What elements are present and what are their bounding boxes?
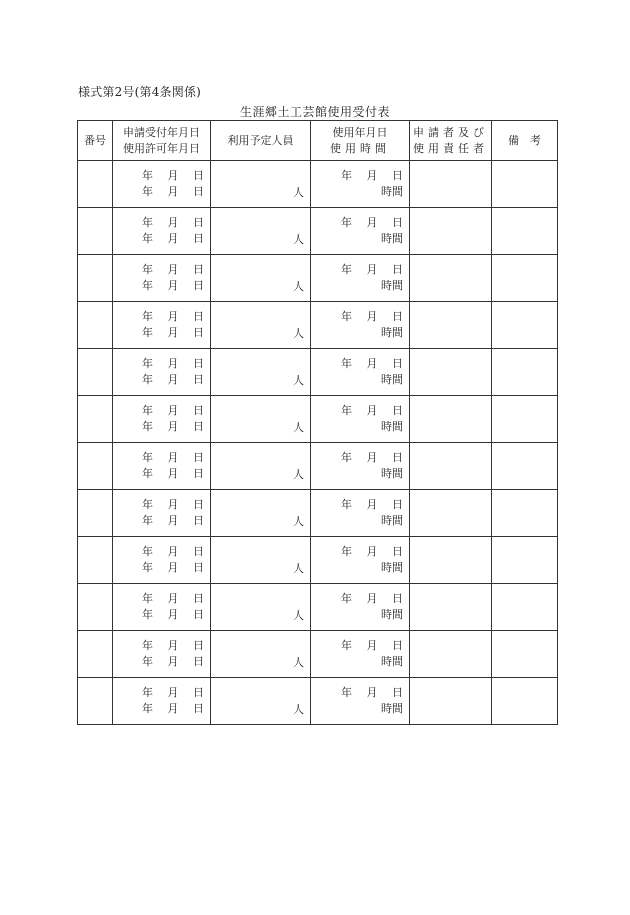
receipt-date: 年 月 日 — [142, 263, 204, 276]
permit-date: 年 月 日 — [142, 185, 204, 198]
table-row — [78, 584, 558, 631]
receipt-date: 年 月 日 — [142, 216, 204, 229]
permit-date: 年 月 日 — [142, 702, 204, 715]
number-cell[interactable] — [78, 208, 113, 255]
number-cell[interactable] — [78, 255, 113, 302]
number-cell[interactable] — [78, 631, 113, 678]
table-row — [78, 490, 558, 537]
header-usage — [311, 121, 410, 161]
dates-cell[interactable] — [113, 678, 211, 725]
applicant-cell[interactable] — [410, 678, 492, 725]
applicant-cell[interactable] — [410, 396, 492, 443]
usage-time-unit: 時間 — [381, 561, 403, 574]
permit-date: 年 月 日 — [142, 514, 204, 527]
dates-cell[interactable] — [113, 349, 211, 396]
table-row — [78, 443, 558, 490]
people-unit: 人 — [293, 562, 304, 575]
usage-date: 年 月 日 — [341, 498, 403, 511]
usage-date: 年 月 日 — [341, 545, 403, 558]
people-cell[interactable] — [211, 631, 311, 678]
table-row — [78, 396, 558, 443]
header-number: 番号 — [78, 121, 113, 161]
header-applicant-line2: 使用責任者 — [413, 141, 488, 155]
usage-cell[interactable] — [311, 631, 410, 678]
applicant-cell[interactable] — [410, 537, 492, 584]
receipt-date: 年 月 日 — [142, 169, 204, 182]
usage-time-unit: 時間 — [381, 655, 403, 668]
applicant-cell[interactable] — [410, 584, 492, 631]
number-cell[interactable] — [78, 161, 113, 208]
people-cell[interactable] — [211, 584, 311, 631]
dates-cell[interactable] — [113, 396, 211, 443]
dates-cell[interactable] — [113, 208, 211, 255]
applicant-cell[interactable] — [410, 255, 492, 302]
table-row — [78, 349, 558, 396]
remarks-cell[interactable] — [492, 208, 558, 255]
remarks-cell[interactable] — [492, 349, 558, 396]
table-row — [78, 537, 558, 584]
applicant-cell[interactable] — [410, 208, 492, 255]
permit-date: 年 月 日 — [142, 279, 204, 292]
people-unit: 人 — [293, 703, 304, 716]
usage-cell[interactable] — [311, 678, 410, 725]
people-cell[interactable] — [211, 537, 311, 584]
people-cell[interactable] — [211, 349, 311, 396]
number-cell[interactable] — [78, 349, 113, 396]
people-unit: 人 — [293, 186, 304, 199]
usage-date: 年 月 日 — [341, 357, 403, 370]
dates-cell[interactable] — [113, 537, 211, 584]
people-unit: 人 — [293, 280, 304, 293]
usage-date: 年 月 日 — [341, 686, 403, 699]
people-cell[interactable] — [211, 396, 311, 443]
number-cell[interactable] — [78, 443, 113, 490]
form-reference: 様式第2号(第4条関係) — [78, 85, 202, 99]
remarks-cell[interactable] — [492, 678, 558, 725]
header-dates-line2: 使用許可年月日 — [123, 141, 200, 155]
usage-date: 年 月 日 — [341, 639, 403, 652]
people-cell[interactable] — [211, 443, 311, 490]
usage-cell[interactable] — [311, 302, 410, 349]
header-people: 利用予定人員 — [211, 121, 311, 161]
usage-date: 年 月 日 — [341, 451, 403, 464]
dates-cell[interactable] — [113, 161, 211, 208]
receipt-date: 年 月 日 — [142, 357, 204, 370]
usage-cell[interactable] — [311, 537, 410, 584]
permit-date: 年 月 日 — [142, 373, 204, 386]
applicant-cell[interactable] — [410, 349, 492, 396]
dates-cell[interactable] — [113, 584, 211, 631]
applicant-cell[interactable] — [410, 490, 492, 537]
applicant-cell[interactable] — [410, 161, 492, 208]
people-cell[interactable] — [211, 161, 311, 208]
applicant-cell[interactable] — [410, 302, 492, 349]
remarks-cell[interactable] — [492, 161, 558, 208]
usage-date: 年 月 日 — [341, 263, 403, 276]
remarks-cell[interactable] — [492, 490, 558, 537]
receipt-date: 年 月 日 — [142, 592, 204, 605]
people-unit: 人 — [293, 515, 304, 528]
usage-time-unit: 時間 — [381, 326, 403, 339]
usage-date: 年 月 日 — [341, 404, 403, 417]
permit-date: 年 月 日 — [142, 420, 204, 433]
usage-time-unit: 時間 — [381, 279, 403, 292]
dates-cell[interactable] — [113, 490, 211, 537]
usage-cell[interactable] — [311, 161, 410, 208]
usage-cell[interactable] — [311, 255, 410, 302]
receipt-date: 年 月 日 — [142, 686, 204, 699]
permit-date: 年 月 日 — [142, 326, 204, 339]
remarks-cell[interactable] — [492, 255, 558, 302]
people-unit: 人 — [293, 656, 304, 669]
table-row — [78, 631, 558, 678]
reception-table — [77, 120, 558, 725]
dates-cell[interactable] — [113, 631, 211, 678]
usage-cell[interactable] — [311, 490, 410, 537]
people-cell[interactable] — [211, 208, 311, 255]
people-unit: 人 — [293, 468, 304, 481]
usage-date: 年 月 日 — [341, 216, 403, 229]
header-dates-line1: 申請受付年月日 — [123, 125, 200, 139]
table-row — [78, 161, 558, 208]
usage-time-unit: 時間 — [381, 514, 403, 527]
header-dates — [113, 121, 211, 161]
table-row — [78, 255, 558, 302]
header-remarks: 備 考 — [492, 121, 558, 161]
remarks-cell[interactable] — [492, 631, 558, 678]
header-applicant — [410, 121, 492, 161]
people-unit: 人 — [293, 421, 304, 434]
remarks-cell[interactable] — [492, 302, 558, 349]
dates-cell[interactable] — [113, 443, 211, 490]
number-cell[interactable] — [78, 396, 113, 443]
remarks-cell[interactable] — [492, 396, 558, 443]
header-usage-line2: 使用時間 — [330, 141, 390, 155]
table-row — [78, 678, 558, 725]
permit-date: 年 月 日 — [142, 561, 204, 574]
usage-cell[interactable] — [311, 208, 410, 255]
usage-cell[interactable] — [311, 443, 410, 490]
permit-date: 年 月 日 — [142, 232, 204, 245]
applicant-cell[interactable] — [410, 631, 492, 678]
header-usage-line1: 使用年月日 — [332, 125, 388, 139]
dates-cell[interactable] — [113, 255, 211, 302]
permit-date: 年 月 日 — [142, 608, 204, 621]
usage-cell[interactable] — [311, 584, 410, 631]
usage-time-unit: 時間 — [381, 702, 403, 715]
receipt-date: 年 月 日 — [142, 545, 204, 558]
people-unit: 人 — [293, 374, 304, 387]
people-cell[interactable] — [211, 678, 311, 725]
number-cell[interactable] — [78, 678, 113, 725]
usage-time-unit: 時間 — [381, 232, 403, 245]
usage-cell[interactable] — [311, 349, 410, 396]
people-unit: 人 — [293, 233, 304, 246]
receipt-date: 年 月 日 — [142, 451, 204, 464]
number-cell[interactable] — [78, 584, 113, 631]
permit-date: 年 月 日 — [142, 467, 204, 480]
usage-date: 年 月 日 — [341, 169, 403, 182]
usage-time-unit: 時間 — [381, 608, 403, 621]
usage-date: 年 月 日 — [341, 592, 403, 605]
table-row — [78, 208, 558, 255]
receipt-date: 年 月 日 — [142, 498, 204, 511]
header-row — [78, 121, 558, 161]
usage-date: 年 月 日 — [341, 310, 403, 323]
applicant-cell[interactable] — [410, 443, 492, 490]
usage-time-unit: 時間 — [381, 185, 403, 198]
permit-date: 年 月 日 — [142, 655, 204, 668]
usage-time-unit: 時間 — [381, 373, 403, 386]
remarks-cell[interactable] — [492, 584, 558, 631]
number-cell[interactable] — [78, 537, 113, 584]
people-unit: 人 — [293, 327, 304, 340]
document-title: 生涯郷土工芸館使用受付表 — [239, 105, 390, 119]
receipt-date: 年 月 日 — [142, 639, 204, 652]
remarks-cell[interactable] — [492, 443, 558, 490]
number-cell[interactable] — [78, 302, 113, 349]
remarks-cell[interactable] — [492, 537, 558, 584]
table-row — [78, 302, 558, 349]
usage-cell[interactable] — [311, 396, 410, 443]
people-unit: 人 — [293, 609, 304, 622]
receipt-date: 年 月 日 — [142, 310, 204, 323]
dates-cell[interactable] — [113, 302, 211, 349]
usage-time-unit: 時間 — [381, 467, 403, 480]
number-cell[interactable] — [78, 490, 113, 537]
people-cell[interactable] — [211, 302, 311, 349]
receipt-date: 年 月 日 — [142, 404, 204, 417]
usage-time-unit: 時間 — [381, 420, 403, 433]
people-cell[interactable] — [211, 490, 311, 537]
header-applicant-line1: 申請者及び — [413, 125, 488, 139]
people-cell[interactable] — [211, 255, 311, 302]
